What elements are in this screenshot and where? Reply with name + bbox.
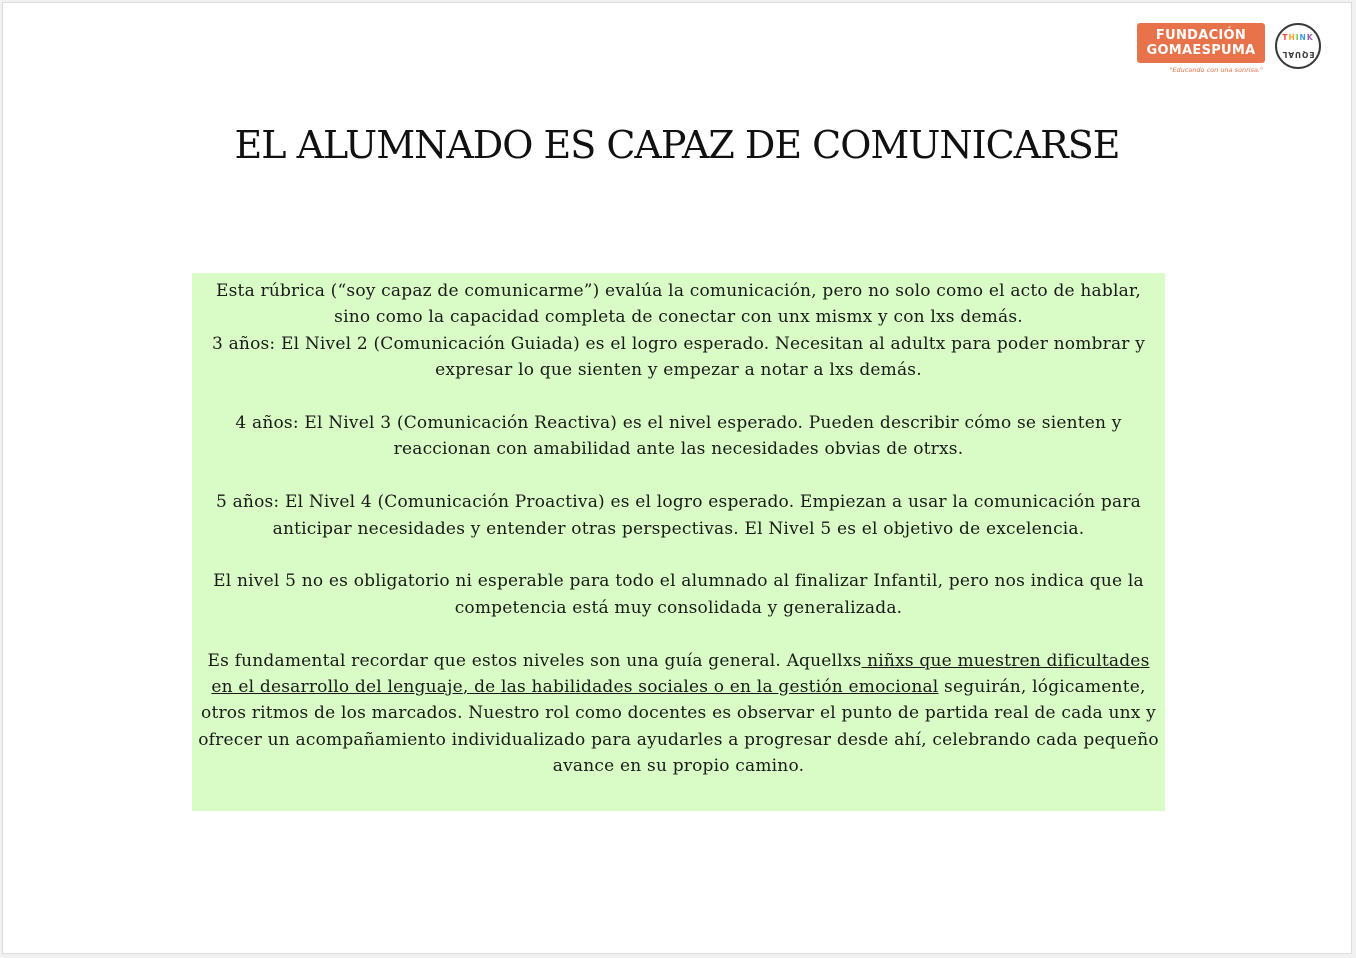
age-5-paragraph: 5 años: El Nivel 4 (Comunicación Proactiva) es el logro esperado. Empiezan a usar la comunicación para anticipar necesidades y entender otras perspectivas. El Nivel 5 es el objetivo de excelencia. [215,492,1142,539]
fundacion-logo-line2: GOMAESPUMA [1146,43,1256,58]
page-title: EL ALUMNADO ES CAPAZ DE COMUNICARSE [234,123,1120,167]
fundacion-logo-tagline: "Educando con una sonrisa." [1169,66,1263,74]
think-equal-logo [1275,23,1321,69]
closing-underlined-2: de las habilidades sociales o en la [474,677,779,698]
rubric-explanation-box [192,273,1165,811]
logos [1137,23,1321,74]
closing-text-1: Es fundamental recordar que estos niveles son una guía general. Aquellxs [207,650,862,671]
age-3-paragraph: 3 años: El Nivel 2 (Comunicación Guiada) es el logro esperado. Necesitan al adultx para poder nombrar y expresar lo que sienten y empezar a notar a lxs demás. [211,333,1146,381]
closing-text-2: , [462,677,475,698]
intro-paragraph: Esta rúbrica (“soy capaz de comunicarme”) evalúa la comunicación, pero no solo como el acto de hablar, sino como la capacidad completa de conectar con unx mismx y con lxs demás. [216,281,1141,328]
fundacion-logo-box [1137,23,1265,63]
slide [2,2,1352,954]
fundacion-gomaespuma-logo [1137,23,1265,74]
closing-text-3: seguirán, lógicamente, otros ritmos de los marcados. Nuestro rol como docentes es observar el punto de partida real de cada unx y ofrecer un acompañamiento individualizado para ayudarles a progresar desde ahí, celebrando cada pequeño avance en su propio camino. [198,677,1159,777]
fundacion-logo-line1: FUNDACIÓN [1155,28,1247,43]
age-4-paragraph: 4 años: El Nivel 3 (Comunicación Reactiva) es el nivel esperado. Pueden describir cómo se sienten y reaccionan con amabilidad ante las necesidades obvias de otrxs. [235,413,1122,460]
closing-underlined-1: niñxs que muestren dificultades en el desarrollo del lenguaje [211,650,1150,698]
think-equal-bottom-text: EQUAL [1281,50,1315,59]
think-equal-top-text: THINK [1282,33,1314,42]
level-5-paragraph: El nivel 5 no es obligatorio ni esperable para todo el alumnado al finalizar Infantil, pero nos indica que la competencia está muy consolidada y generalizada. [213,571,1144,618]
closing-paragraph [198,648,1159,780]
closing-underlined-3: gestión emocional [778,677,939,698]
